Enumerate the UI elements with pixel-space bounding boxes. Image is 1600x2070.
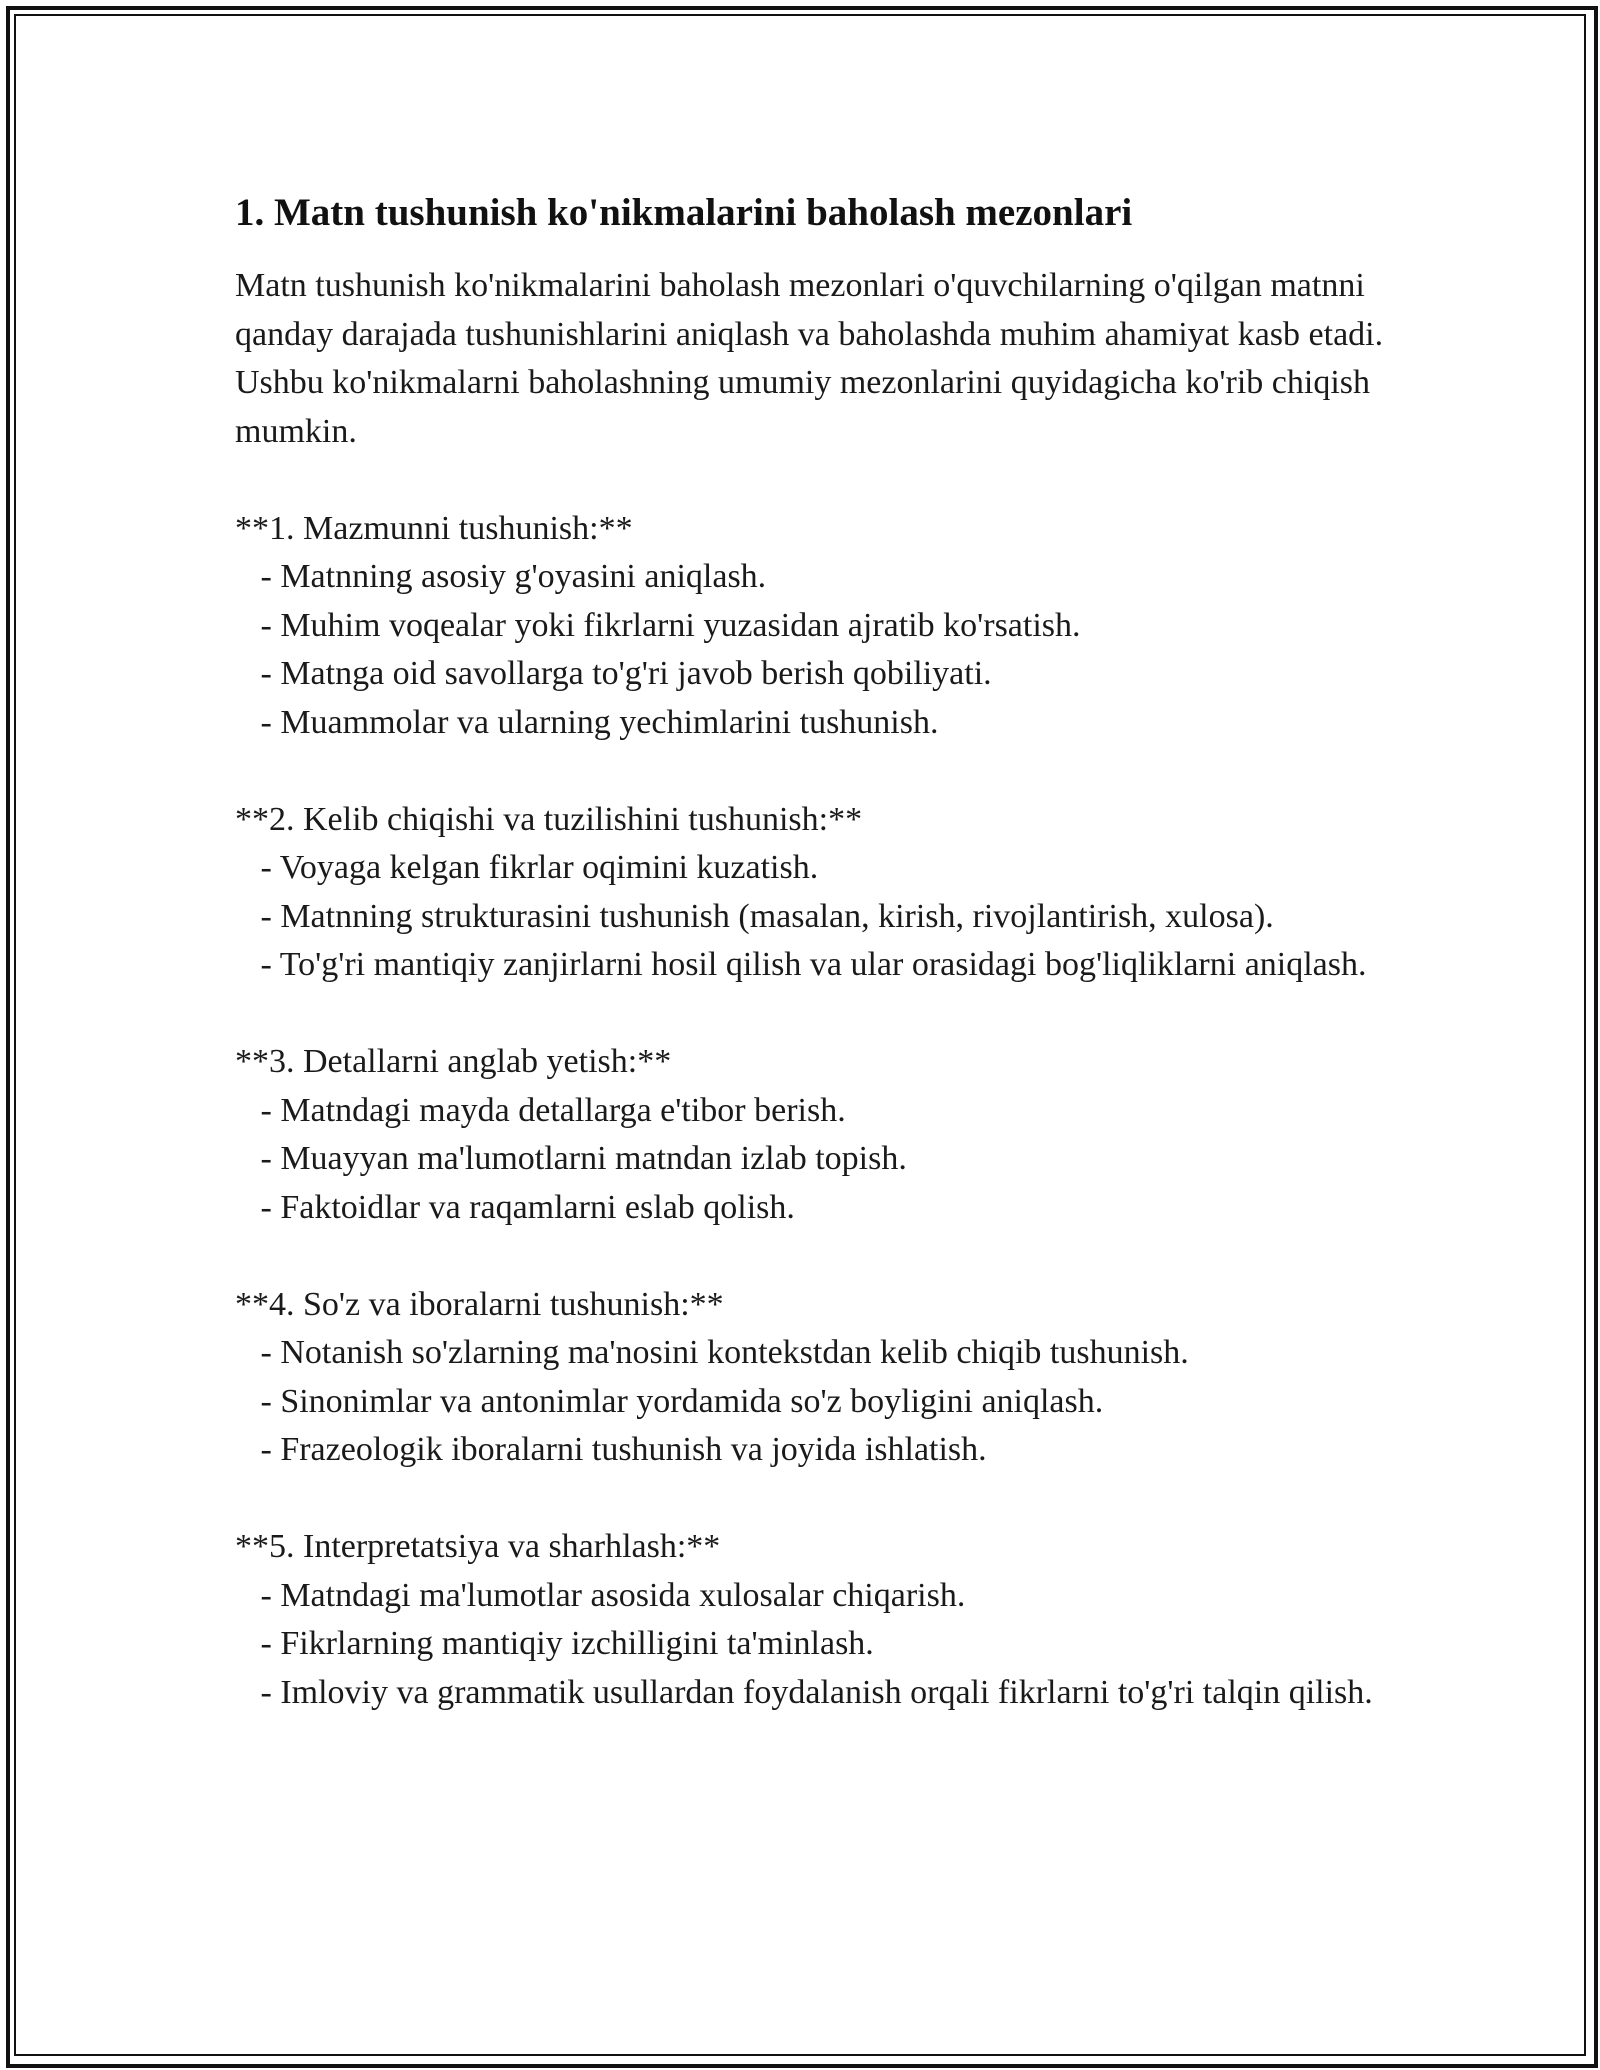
section-1: [235, 505, 1395, 748]
list-item: - Frazeologik iboralarni tushunish va joyida ishlatish.: [235, 1431, 987, 1468]
list-item: - Voyaga kelgan fikrlar oqimini kuzatish.: [235, 849, 819, 886]
list-item: - Matndagi mayda detallarga e'tibor berish.: [235, 1091, 846, 1129]
list-item: - Notanish so'zlarning ma'nosini kontekstdan kelib chiqib tushunish.: [235, 1334, 1189, 1371]
list-item: - Muammolar va ularning yechimlarini tushunish.: [235, 703, 939, 741]
section-4: [235, 1281, 1395, 1475]
list-item: - Matnga oid savollarga to'g'ri javob berish qobiliyati.: [235, 655, 992, 692]
list-item: - Matnning asosiy g'oyasini aniqlash.: [235, 558, 767, 595]
intro-paragraph: Matn tushunish ko'nikmalarini baholash mezonlari o'quvchilarning o'qilgan matnni qanday darajada tushunishlarini aniqlash va baholashda muhim ahamiyat kasb etadi. Ushbu ko'nikmalarni baholashning umumiy mezonlarini quyidagicha ko'rib chiqish mumkin.: [235, 267, 1384, 450]
list-item: - Sinonimlar va antonimlar yordamida so'z boyligini aniqlash.: [235, 1382, 1104, 1420]
list-item: - Muhim voqealar yoki fikrlarni yuzasidan ajratib ko'rsatish.: [235, 606, 1081, 644]
list-item: - Faktoidlar va raqamlarni eslab qolish.: [235, 1188, 795, 1226]
list-item: - Matnning strukturasini tushunish (masalan, kirish, rivojlantirish, xulosa).: [235, 897, 1274, 935]
list-item: - To'g'ri mantiqiy zanjirlarni hosil qilish va ular orasidagi bog'liqliklarni aniqlash.: [235, 946, 1367, 983]
section-5: [235, 1523, 1395, 1717]
document-body: [235, 184, 1395, 1717]
list-item: - Fikrlarning mantiqiy izchilligini ta'minlash.: [235, 1625, 874, 1662]
section-heading: **3. Detallarni anglab yetish:**: [235, 1043, 672, 1080]
section-heading: **4. So'z va iboralarni tushunish:**: [235, 1285, 724, 1323]
section-heading: **5. Interpretatsiya va sharhlash:**: [235, 1528, 721, 1565]
list-item: - Muayyan ma'lumotlarni matndan izlab topish.: [235, 1140, 907, 1177]
page-title: 1. Matn tushunish ko'nikmalarini baholash mezonlari: [235, 191, 1133, 234]
list-item: - Imloviy va grammatik usullardan foydalanish orqali fikrlarni to'g'ri talqin qilish.: [235, 1673, 1373, 1711]
section-3: [235, 1038, 1395, 1232]
section-2: [235, 796, 1395, 990]
section-heading: **1. Mazmunni tushunish:**: [235, 509, 633, 547]
section-heading: **2. Kelib chiqishi va tuzilishini tushunish:**: [235, 800, 863, 838]
list-item: - Matndagi ma'lumotlar asosida xulosalar chiqarish.: [235, 1576, 966, 1614]
